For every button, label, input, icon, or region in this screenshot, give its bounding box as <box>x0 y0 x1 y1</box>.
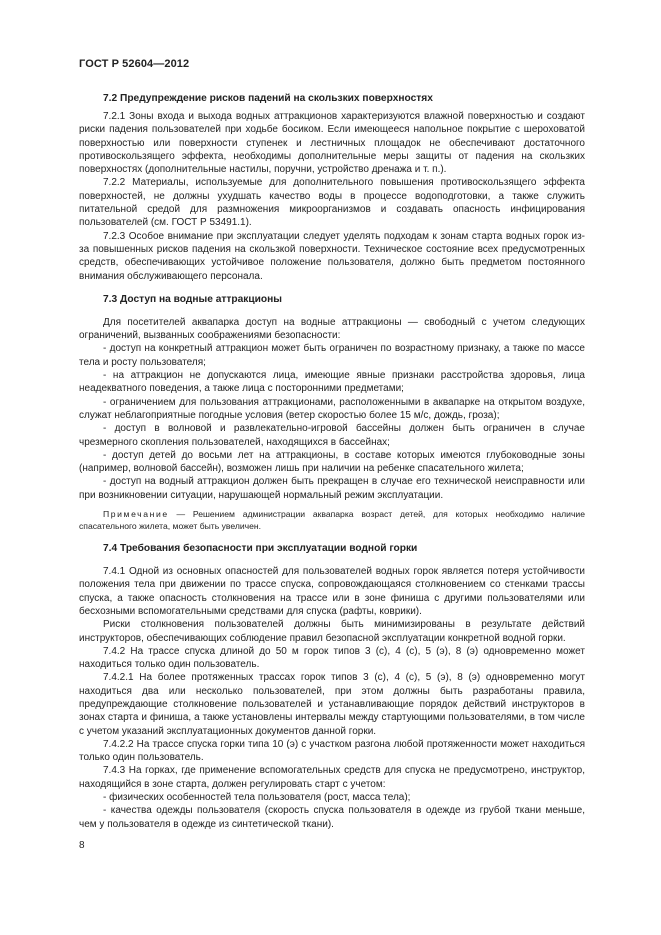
list-item-7-3: - доступ детей до восьми лет на аттракционы, в составе которых имеются глубоководные зоны (например, волновой бассейн), возможен лишь при наличии на ребенке спасательного жилета; <box>79 449 585 475</box>
section-7-2-heading: 7.2 Предупреждение рисков падений на скользких поверхностях <box>103 93 433 104</box>
note-label: Примечание <box>103 509 169 520</box>
list-item-7-3: - ограничением для пользования аттракционами, расположенными в аквапарке на открытом воздухе, служат неблагоприятные погодные условия (ветер скоростью более 15 м/с, дождь, гроза); <box>79 396 585 421</box>
list-item-7-3: - доступ на водный аттракцион должен быть прекращен в случае его технической неисправности или при возникновении ситуации, нарушающей нормальный режим эксплуатации. <box>79 476 585 501</box>
section-7-4-heading: 7.4 Требования безопасности при эксплуатации водной горки <box>103 543 418 555</box>
list-item-7-3: - доступ в волновой и развлекательно-игровой бассейны должен быть ограничен в случае чрезмерного скопления пользователей, находящихся в бассейнах; <box>79 423 585 448</box>
standard-code: ГОСТ Р 52604—2012 <box>79 58 190 70</box>
paragraph-7-2-1: 7.2.1 Зоны входа и выхода водных аттракционов характеризуются влажной поверхностью и создают риски падения пользователей при ходьбе босиком. Если имеющееся напольное покрытие с шероховатой поверхностью или поверхности ступенек и лестничных площадок не обеспечивают достаточного противоскользящего эффекта, необходимы дополнительные меры защиты от падения на скользких поверхностях (дополнительные настилы, поручни, устройство дренажа и т. п.). <box>79 111 585 176</box>
paragraph-7-3-intro: Для посетителей аквапарка доступ на водные аттракционы — свободный с учетом следующих ограничений, вызванных соображениями безопасности: <box>79 316 585 342</box>
list-item-7-3: - на аттракцион не допускаются лица, имеющие явные признаки расстройства здоровья, лица неадекватного поведения, а также лица с посторонними предметами; <box>79 370 585 395</box>
paragraph-7-4-2: 7.4.2 На трассе спуска длиной до 50 м горок типов 3 (с), 4 (с), 5 (э), 8 (э) одновременно может находиться только один пользователь. <box>79 645 585 671</box>
paragraph-7-4-2-2: 7.4.2.2 На трассе спуска горки типа 10 (э) с участком разгона любой протяженности может находиться только один пользователь. <box>79 738 585 764</box>
note-text: — Решением администрации аквапарка возраст детей, для которых необходимо наличие спасательного жилета, может быть увеличен. <box>79 509 585 531</box>
page-content <box>79 92 585 831</box>
list-item-7-3: - доступ на конкретный аттракцион может быть ограничен по возрастному признаку, а также по массе тела и росту пользователя; <box>79 343 585 368</box>
paragraph-7-4-1-risks: Риски столкновения пользователей должны быть минимизированы в результате действий инструкторов, обеспечивающих соблюдение правил безопасной эксплуатации конкретной водной горки. <box>79 619 585 644</box>
list-item-7-4-3: - качества одежды пользователя (скорость спуска пользователя в одежде из грубой ткани меньше, чем у пользователя в одежде из синтетической ткани). <box>79 805 585 830</box>
section-7-3-heading: 7.3 Доступ на водные аттракционы <box>103 293 282 305</box>
paragraph-7-4-2-1: 7.4.2.1 На более протяженных трассах горок типов 3 (с), 4 (с), 5 (э), 8 (э) одновременно могут находиться два или несколько пользователей, при этом должны быть разработаны правила, предупреждающие столкновение пользователей и устанавливающие порядок действий инструкторов в зонах старта и финиша, а также установлены интервалы между стартующими пользователями, в том числе с учетом указаний эксплуатационных документов данной горки. <box>79 672 585 737</box>
page-number: 8 <box>79 840 85 851</box>
paragraph-7-4-1: 7.4.1 Одной из основных опасностей для пользователей водных горок является потеря устойчивости положения тела при движении по трассе спуска, сопровождающаяся столкновением со стенками трассы спуска, а также опасность столкновения на трассе или в зоне финиша с другими пользователями или бесхозными вспомогательными средствами для спуска (рафты, коврики). <box>79 566 585 617</box>
paragraph-7-4-3: 7.4.3 На горках, где применение вспомогательных средств для спуска не предусмотрено, инструктор, находящийся в зоне старта, должен регулировать старт с учетом: <box>79 765 585 790</box>
note-7-3 <box>79 509 585 532</box>
paragraph-7-2-2: 7.2.2 Материалы, используемые для дополнительного повышения противоскользящего эффекта поверхностей, не должны ухудшать качество воды в процессе водоподготовки, а также служить питательной средой для размножения микроорганизмов и создавать опасность инфицирования пользователей (см. ГОСТ Р 53491.1). <box>79 177 585 229</box>
paragraph-7-2-3: 7.2.3 Особое внимание при эксплуатации следует уделять подходам к зонам старта водных горок из-за повышенных рисков падения на скользкой поверхности. Техническое состояние всех предусмотренных средств, обеспечивающих устойчивое положение пользователя, должно быть предметом постоянного внимания обслуживающего персонала. <box>79 230 585 282</box>
list-item-7-4-3: - физических особенностей тела пользователя (рост, масса тела); <box>103 792 411 804</box>
